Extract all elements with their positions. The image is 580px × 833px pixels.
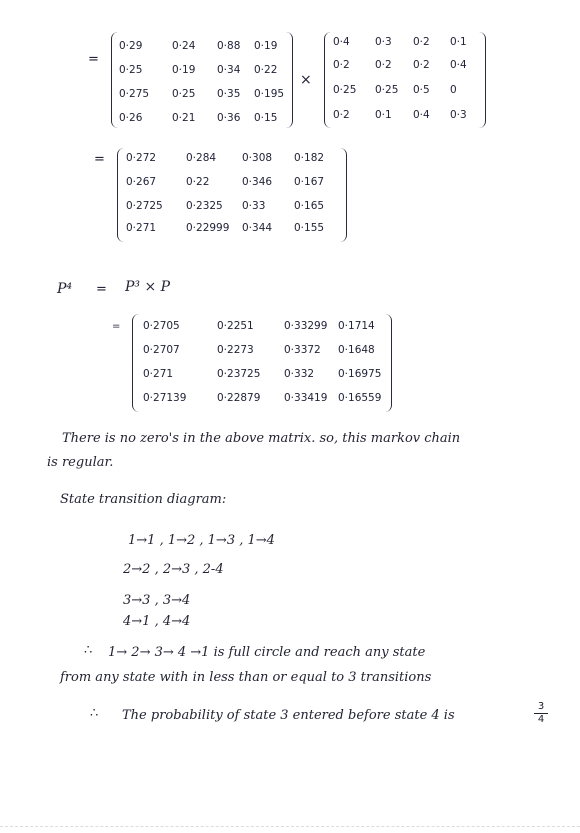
matrix-cell: 0·22	[186, 176, 210, 188]
regular-statement-line1: There is no zero's in the above matrix. so, this markov chain	[62, 431, 461, 446]
matrix-cell: 0·346	[242, 176, 273, 188]
matrix-cell: 0·3	[450, 109, 467, 121]
matrix-cell: 0·25	[119, 64, 143, 76]
transitions-from-1: 1→1 , 1→2 , 1→3 , 1→4	[128, 533, 275, 548]
equals-sign: =	[96, 282, 107, 297]
matrix-cell: 0·35	[217, 88, 241, 100]
matrix-cell: 0·19	[172, 64, 196, 76]
matrix-cell: 0·182	[294, 152, 325, 164]
matrix-cell: 0·5	[413, 84, 430, 96]
matrix-cell: 0·22879	[217, 392, 261, 404]
matrix-cell: 0·16559	[338, 392, 382, 404]
matrix-p3	[117, 148, 347, 242]
equals-sign: =	[94, 152, 105, 167]
matrix-row	[118, 152, 346, 174]
matrix-row	[118, 176, 346, 198]
therefore-symbol: ∴	[90, 706, 99, 721]
diagram-heading: State transition diagram:	[60, 492, 227, 507]
times-sign: ×	[300, 72, 312, 88]
matrix-cell: 0·36	[217, 112, 241, 124]
matrix-row	[133, 320, 391, 342]
probability-statement: The probability of state 3 entered before state 4 is	[122, 708, 455, 723]
matrix-cell: 0·4	[333, 36, 350, 48]
p4-label: P⁴	[57, 281, 73, 297]
matrix-cell: 0·344	[242, 222, 273, 234]
matrix-cell: 0·167	[294, 176, 325, 188]
matrix-cell: 0·2705	[143, 320, 180, 332]
matrix-cell: 0·4	[413, 109, 430, 121]
matrix-cell: 0·33299	[284, 320, 328, 332]
matrix-cell: 0·2273	[217, 344, 254, 356]
matrix-row	[112, 64, 292, 86]
matrix-cell: 0·22	[254, 64, 278, 76]
matrix-cell: 0·33	[242, 200, 266, 212]
matrix-a	[111, 32, 293, 128]
equals-sign: =	[88, 52, 99, 67]
matrix-cell: 0·155	[294, 222, 325, 234]
matrix-cell: 0·29	[119, 40, 143, 52]
matrix-b	[324, 32, 486, 128]
matrix-cell: 0·165	[294, 200, 325, 212]
matrix-cell: 0·26	[119, 112, 143, 124]
equals-sign: =	[112, 321, 121, 332]
matrix-cell: 0·16975	[338, 368, 382, 380]
matrix-row	[112, 40, 292, 62]
matrix-row	[133, 344, 391, 366]
matrix-cell: 0·21	[172, 112, 196, 124]
matrix-cell: 0·1714	[338, 320, 375, 332]
matrix-cell: 0·271	[143, 368, 174, 380]
matrix-row	[325, 36, 485, 58]
fraction-numerator: 3	[537, 701, 545, 712]
matrix-cell: 0·267	[126, 176, 157, 188]
matrix-cell: 0·2	[333, 109, 350, 121]
matrix-row	[325, 109, 485, 131]
p3-times-p: P³ × P	[125, 279, 171, 295]
matrix-cell: 0·33419	[284, 392, 328, 404]
therefore-symbol: ∴	[84, 643, 93, 658]
matrix-cell: 0·332	[284, 368, 315, 380]
matrix-cell: 0	[450, 84, 457, 96]
transitions-from-3: 3→3 , 3→4	[123, 593, 191, 608]
matrix-cell: 0·25	[172, 88, 196, 100]
fraction-denominator: 4	[537, 714, 545, 725]
matrix-row	[133, 392, 391, 414]
matrix-row	[112, 112, 292, 134]
matrix-row	[118, 200, 346, 222]
matrix-cell: 0·3	[375, 36, 392, 48]
matrix-cell: 0·275	[119, 88, 150, 100]
matrix-cell: 0·2251	[217, 320, 254, 332]
matrix-cell: 0·308	[242, 152, 273, 164]
matrix-cell: 0·2	[375, 59, 392, 71]
matrix-row	[112, 88, 292, 110]
matrix-cell: 0·1	[450, 36, 467, 48]
matrix-cell: 0·25	[333, 84, 357, 96]
matrix-cell: 0·272	[126, 152, 157, 164]
matrix-row	[118, 222, 346, 244]
matrix-cell: 0·1	[375, 109, 392, 121]
matrix-cell: 0·15	[254, 112, 278, 124]
matrix-cell: 0·2325	[186, 200, 223, 212]
matrix-cell: 0·2	[413, 59, 430, 71]
matrix-row	[325, 84, 485, 106]
matrix-cell: 0·271	[126, 222, 157, 234]
transitions-from-2: 2→2 , 2→3 , 2-4	[123, 562, 224, 577]
matrix-p4	[132, 314, 392, 412]
page-edge	[0, 826, 580, 827]
transitions-from-4: 4→1 , 4→4	[123, 614, 191, 629]
matrix-cell: 0·22999	[186, 222, 230, 234]
full-circle-line2: from any state with in less than or equal to 3 transitions	[60, 670, 432, 685]
matrix-cell: 0·24	[172, 40, 196, 52]
matrix-row	[325, 59, 485, 81]
matrix-cell: 0·23725	[217, 368, 261, 380]
matrix-cell: 0·34	[217, 64, 241, 76]
matrix-cell: 0·195	[254, 88, 285, 100]
matrix-cell: 0·2	[413, 36, 430, 48]
matrix-cell: 0·27139	[143, 392, 187, 404]
matrix-cell: 0·88	[217, 40, 241, 52]
probability-fraction	[534, 702, 548, 725]
matrix-cell: 0·3372	[284, 344, 321, 356]
matrix-cell: 0·19	[254, 40, 278, 52]
full-circle-line1: 1→ 2→ 3→ 4 →1 is full circle and reach any state	[108, 645, 426, 660]
matrix-cell: 0·1648	[338, 344, 375, 356]
matrix-cell: 0·2	[333, 59, 350, 71]
matrix-cell: 0·2707	[143, 344, 180, 356]
matrix-row	[133, 368, 391, 390]
matrix-cell: 0·25	[375, 84, 399, 96]
matrix-cell: 0·284	[186, 152, 217, 164]
regular-statement-line2: is regular.	[47, 455, 114, 470]
matrix-cell: 0·2725	[126, 200, 163, 212]
matrix-cell: 0·4	[450, 59, 467, 71]
